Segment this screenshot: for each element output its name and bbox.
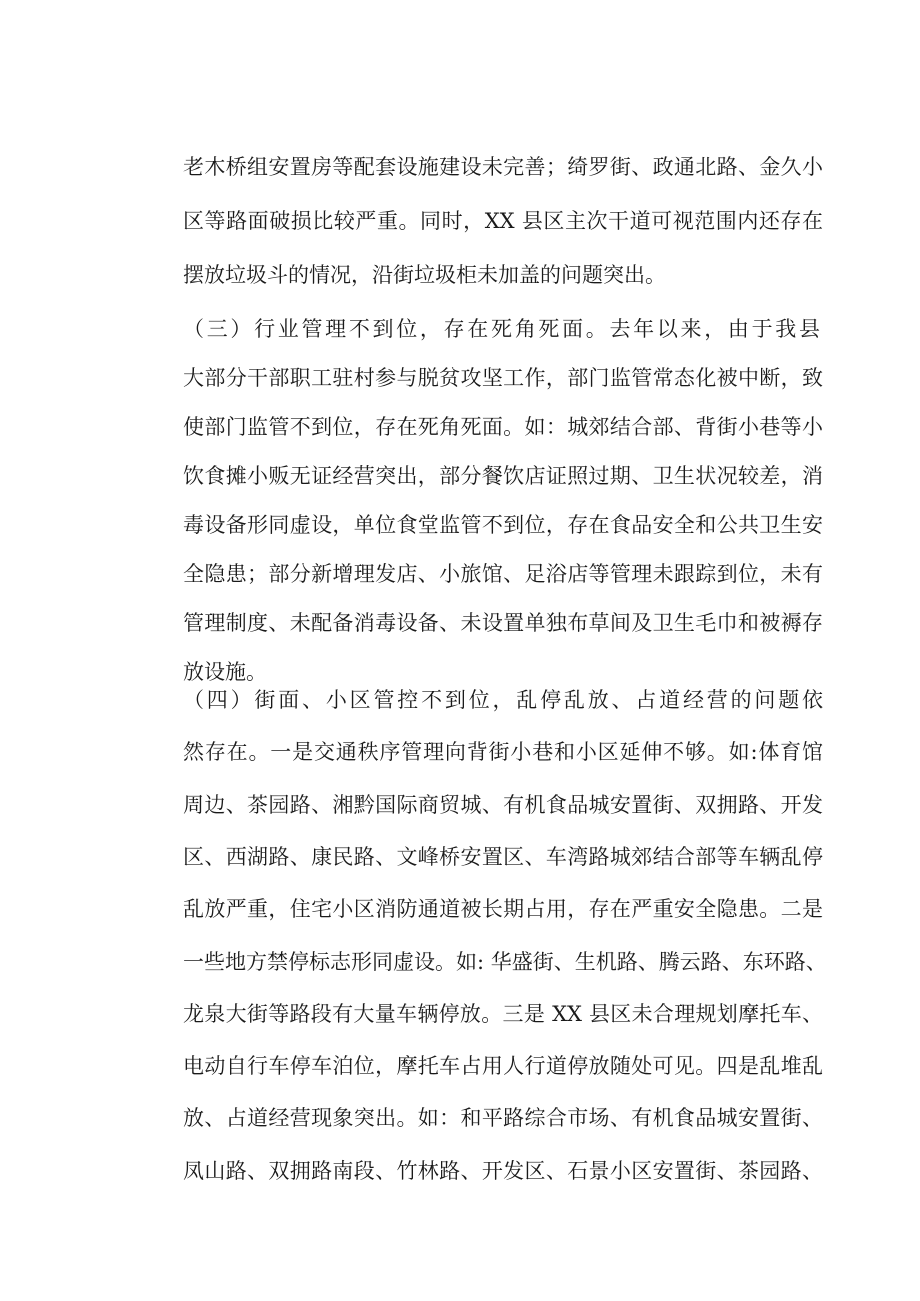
paragraph-1-line-2: 区等路面破损比较严重。同时，XX 县区主次干道可视范围内还存在 bbox=[183, 209, 823, 233]
paragraph-1-line-3: 摆放垃圾斗的情况，沿街垃圾柜未加盖的问题突出。 bbox=[183, 263, 666, 287]
paragraph-1-line-1: 老木桥组安置房等配套设施建设未完善；绮罗街、政通北路、金久小 bbox=[183, 155, 823, 179]
paragraph-2-line-2: 大部分干部职工驻村参与脱贫攻坚工作，部门监管常态化被中断，致 bbox=[183, 366, 823, 390]
paragraph-3-line-7: 龙泉大街等路段有大量车辆停放。三是 XX 县区未合理规划摩托车、 bbox=[183, 1001, 823, 1026]
paragraph-2-line-3: 使部门监管不到位，存在死角死面。如：城郊结合部、背街小巷等小 bbox=[183, 415, 823, 439]
paragraph-3-line-9: 放、占道经营现象突出。如：和平路综合市场、有机食品城安置街、 bbox=[183, 1106, 823, 1131]
paragraph-3-line-6: 一些地方禁停标志形同虚设。如: 华盛街、生机路、腾云路、东环路、 bbox=[183, 949, 827, 974]
paragraph-3-line-2: 然存在。一是交通秩序管理向背街小巷和小区延伸不够。如:体育馆 bbox=[183, 740, 823, 765]
paragraph-2-line-6: 全隐患；部分新增理发店、小旅馆、足浴店等管理未跟踪到位，未有 bbox=[183, 562, 823, 586]
paragraph-3-line-8: 电动自行车停车泊位，摩托车占用人行道停放随处可见。四是乱堆乱 bbox=[183, 1054, 823, 1079]
paragraph-3-line-10: 凤山路、双拥路南段、竹林路、开发区、石景小区安置街、茶园路、 bbox=[183, 1158, 823, 1183]
paragraph-3-line-5: 乱放严重，住宅小区消防通道被长期占用，存在严重安全隐患。二是 bbox=[183, 897, 823, 922]
paragraph-2-line-5: 毒设备形同虚设，单位食堂监管不到位，存在食品安全和公共卫生安 bbox=[183, 513, 823, 537]
paragraph-2-line-4: 饮食摊小贩无证经营突出，部分餐饮店证照过期、卫生状况较差，消 bbox=[183, 464, 823, 488]
paragraph-3-line-1: （四）街面、小区管控不到位，乱停乱放、占道经营的问题依 bbox=[183, 688, 823, 712]
paragraph-3-line-4: 区、西湖路、康民路、文峰桥安置区、车湾路城郊结合部等车辆乱停 bbox=[183, 844, 823, 869]
paragraph-3-line-3: 周边、茶园路、湘黔国际商贸城、有机食品城安置街、双拥路、开发 bbox=[183, 792, 823, 817]
paragraph-2-line-1: （三）行业管理不到位，存在死角死面。去年以来，由于我县 bbox=[183, 317, 820, 341]
paragraph-2-line-7: 管理制度、未配备消毒设备、未设置单独布草间及卫生毛巾和被褥存 bbox=[183, 611, 823, 635]
paragraph-2-line-8: 放设施。 bbox=[183, 660, 267, 684]
